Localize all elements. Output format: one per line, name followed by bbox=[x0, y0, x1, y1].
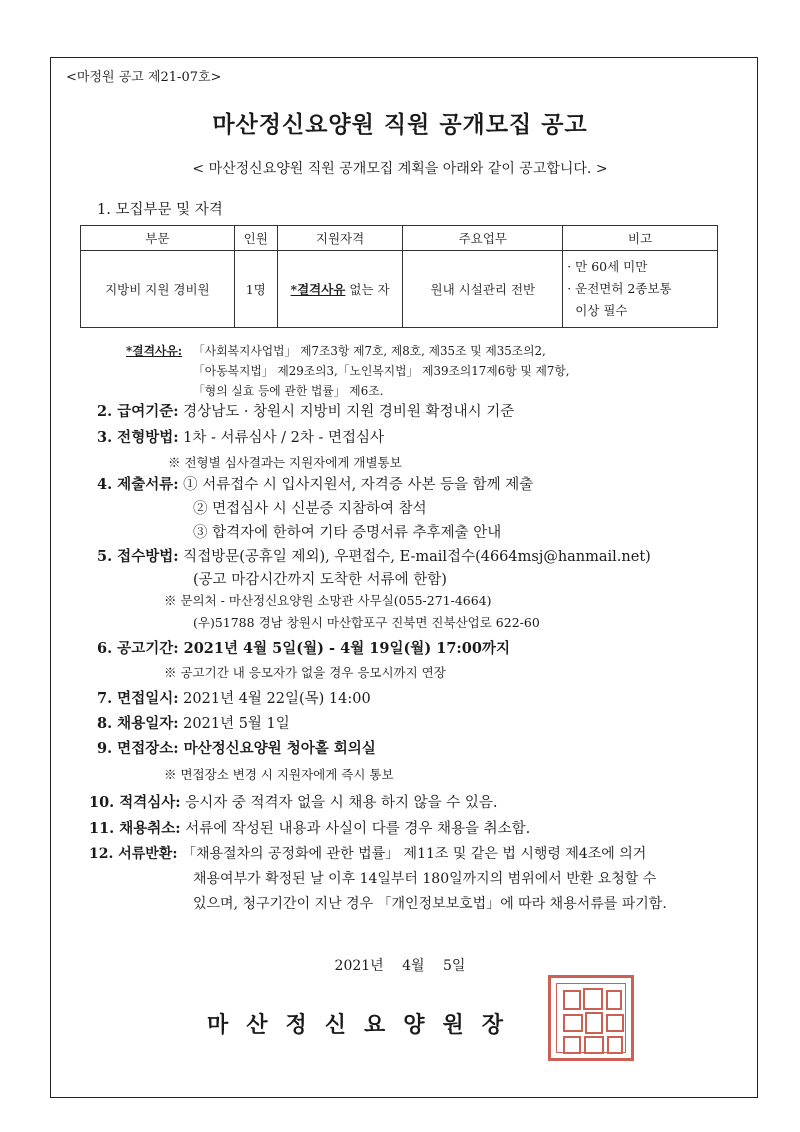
division-cell: 지방비 지원 경비원 bbox=[81, 251, 235, 328]
disqualification-mark: *결격사유 bbox=[290, 282, 346, 297]
item-period bbox=[97, 637, 510, 658]
item-note: (우)51788 경남 창원시 마산합포구 진북면 진북산업로 622-60 bbox=[193, 615, 540, 630]
disqualification-line: 「아동복지법」 제29조의3,「노인복지법」 제39조의17제6항 및 제7항, bbox=[193, 364, 570, 378]
disqualification-block bbox=[126, 341, 570, 398]
item-label: 11. 채용취소: bbox=[89, 820, 181, 837]
qualification-text: 없는 자 bbox=[345, 282, 390, 297]
item-interview-place bbox=[97, 737, 376, 758]
item-label: 7. 면접일시: bbox=[97, 690, 179, 707]
item-label: 8. 채용일자: bbox=[97, 715, 179, 732]
disqualification-line: 「형의 실효 등에 관한 법률」 제6조. bbox=[193, 384, 384, 398]
qualification-cell bbox=[277, 251, 403, 328]
table-row bbox=[81, 251, 718, 328]
duty-cell: 원내 시설관리 전반 bbox=[403, 251, 563, 328]
item-documents-line: ② 면접심사 시 신분증 지참하여 참석 bbox=[193, 501, 427, 517]
item-text: 경상남도 · 창원시 지방비 지원 경비원 확정내시 기준 bbox=[178, 404, 515, 420]
item-cancellation bbox=[89, 817, 530, 838]
disqualification-label: *결격사유: bbox=[126, 344, 183, 358]
note-line: · 운전면허 2종보통 bbox=[567, 281, 672, 296]
item-note: ※ 문의처 - 마산정신요양원 소망관 사무실(055-271-4664) bbox=[164, 593, 492, 608]
item-label: 10. 적격심사: bbox=[89, 794, 181, 811]
disqualification-line: 「사회복지사업법」 제7조3항 제7호, 제8호, 제35조 및 제35조의2, bbox=[193, 344, 546, 358]
item-submission-line: (공고 마감시간까지 도착한 서류에 한함) bbox=[193, 572, 447, 588]
table-header: 인원 bbox=[234, 226, 277, 251]
item-label: 2. 급여기준: bbox=[97, 403, 179, 420]
table-header: 부문 bbox=[81, 226, 235, 251]
note-cell bbox=[563, 251, 718, 328]
item-note: ※ 면접장소 변경 시 지원자에게 즉시 통보 bbox=[164, 767, 394, 782]
section-1-title: 1. 모집부문 및 자격 bbox=[97, 202, 223, 218]
item-salary bbox=[97, 400, 514, 421]
item-return-line: 있으며, 청구기간이 지난 경우 「개인정보보호법」에 따라 채용서류를 파기함. bbox=[193, 896, 667, 912]
item-label: 12. 서류반환: bbox=[89, 846, 178, 862]
item-label: 3. 전형방법: bbox=[97, 429, 179, 446]
note-line: · 만 60세 미만 bbox=[567, 259, 648, 274]
notice-date: 2021년 4월 5일 bbox=[334, 958, 466, 974]
item-screening bbox=[89, 791, 498, 812]
item-label: 9. 면접장소: bbox=[97, 740, 179, 757]
item-selection bbox=[97, 426, 384, 447]
item-return bbox=[89, 843, 646, 863]
intro-text: < 마산정신요양원 직원 공개모집 계획을 아래와 같이 공고합니다. > bbox=[192, 161, 608, 177]
notice-number: <마정원 공고 제21-07호> bbox=[66, 70, 222, 85]
item-interview-date bbox=[97, 687, 371, 708]
table-header: 주요업무 bbox=[403, 226, 563, 251]
item-return-line: 채용여부가 확정된 날 이후 14일부터 180일까지의 범위에서 반환 요청할 수 bbox=[193, 871, 657, 887]
official-seal-stamp bbox=[548, 975, 634, 1061]
item-label: 6. 공고기간: bbox=[97, 640, 179, 657]
item-text: 2021년 4월 5일(월) - 4월 19일(월) 17:00까지 bbox=[178, 640, 510, 657]
organization-signature: 마산정신요양원장 bbox=[207, 1012, 522, 1038]
recruitment-table bbox=[80, 225, 718, 328]
table-header-row bbox=[81, 226, 718, 251]
item-documents bbox=[97, 473, 533, 494]
item-text: 직접방문(공휴일 제외), 우편접수, E-mail접수(4664msj@hanmail.net) bbox=[178, 549, 651, 565]
item-text: 서류에 작성된 내용과 사실이 다를 경우 채용을 취소함. bbox=[180, 821, 531, 837]
item-text: 「채용절차의 공정화에 관한 법률」 제11조 및 같은 법 시행령 제4조에 의거 bbox=[177, 846, 647, 862]
item-text: 마산정신요양원 청아홀 회의실 bbox=[178, 740, 376, 757]
item-documents-line: ③ 합격자에 한하여 기타 증명서류 추후제출 안내 bbox=[193, 525, 502, 541]
item-text: 2021년 5월 1일 bbox=[178, 716, 290, 732]
count-cell: 1명 bbox=[234, 251, 277, 328]
item-submission bbox=[97, 545, 651, 566]
item-text: 1차 - 서류심사 / 2차 - 면접심사 bbox=[178, 430, 385, 446]
item-label: 5. 접수방법: bbox=[97, 548, 179, 565]
table-header: 비고 bbox=[563, 226, 718, 251]
note-line: 이상 필수 bbox=[575, 303, 628, 318]
item-note: ※ 전형별 심사결과는 지원자에게 개별통보 bbox=[168, 455, 402, 470]
item-text: ① 서류접수 시 입사지원서, 자격증 사본 등을 함께 제출 bbox=[178, 477, 534, 493]
table-header: 지원자격 bbox=[277, 226, 403, 251]
item-text: 응시자 중 적격자 없을 시 채용 하지 않을 수 있음. bbox=[180, 795, 498, 811]
item-hire-date bbox=[97, 712, 290, 733]
item-label: 4. 제출서류: bbox=[97, 476, 179, 493]
item-text: 2021년 4월 22일(목) 14:00 bbox=[178, 691, 371, 707]
page-title: 마산정신요양원 직원 공개모집 공고 bbox=[212, 111, 588, 138]
item-note: ※ 공고기간 내 응모자가 없을 경우 응모시까지 연장 bbox=[164, 665, 446, 680]
